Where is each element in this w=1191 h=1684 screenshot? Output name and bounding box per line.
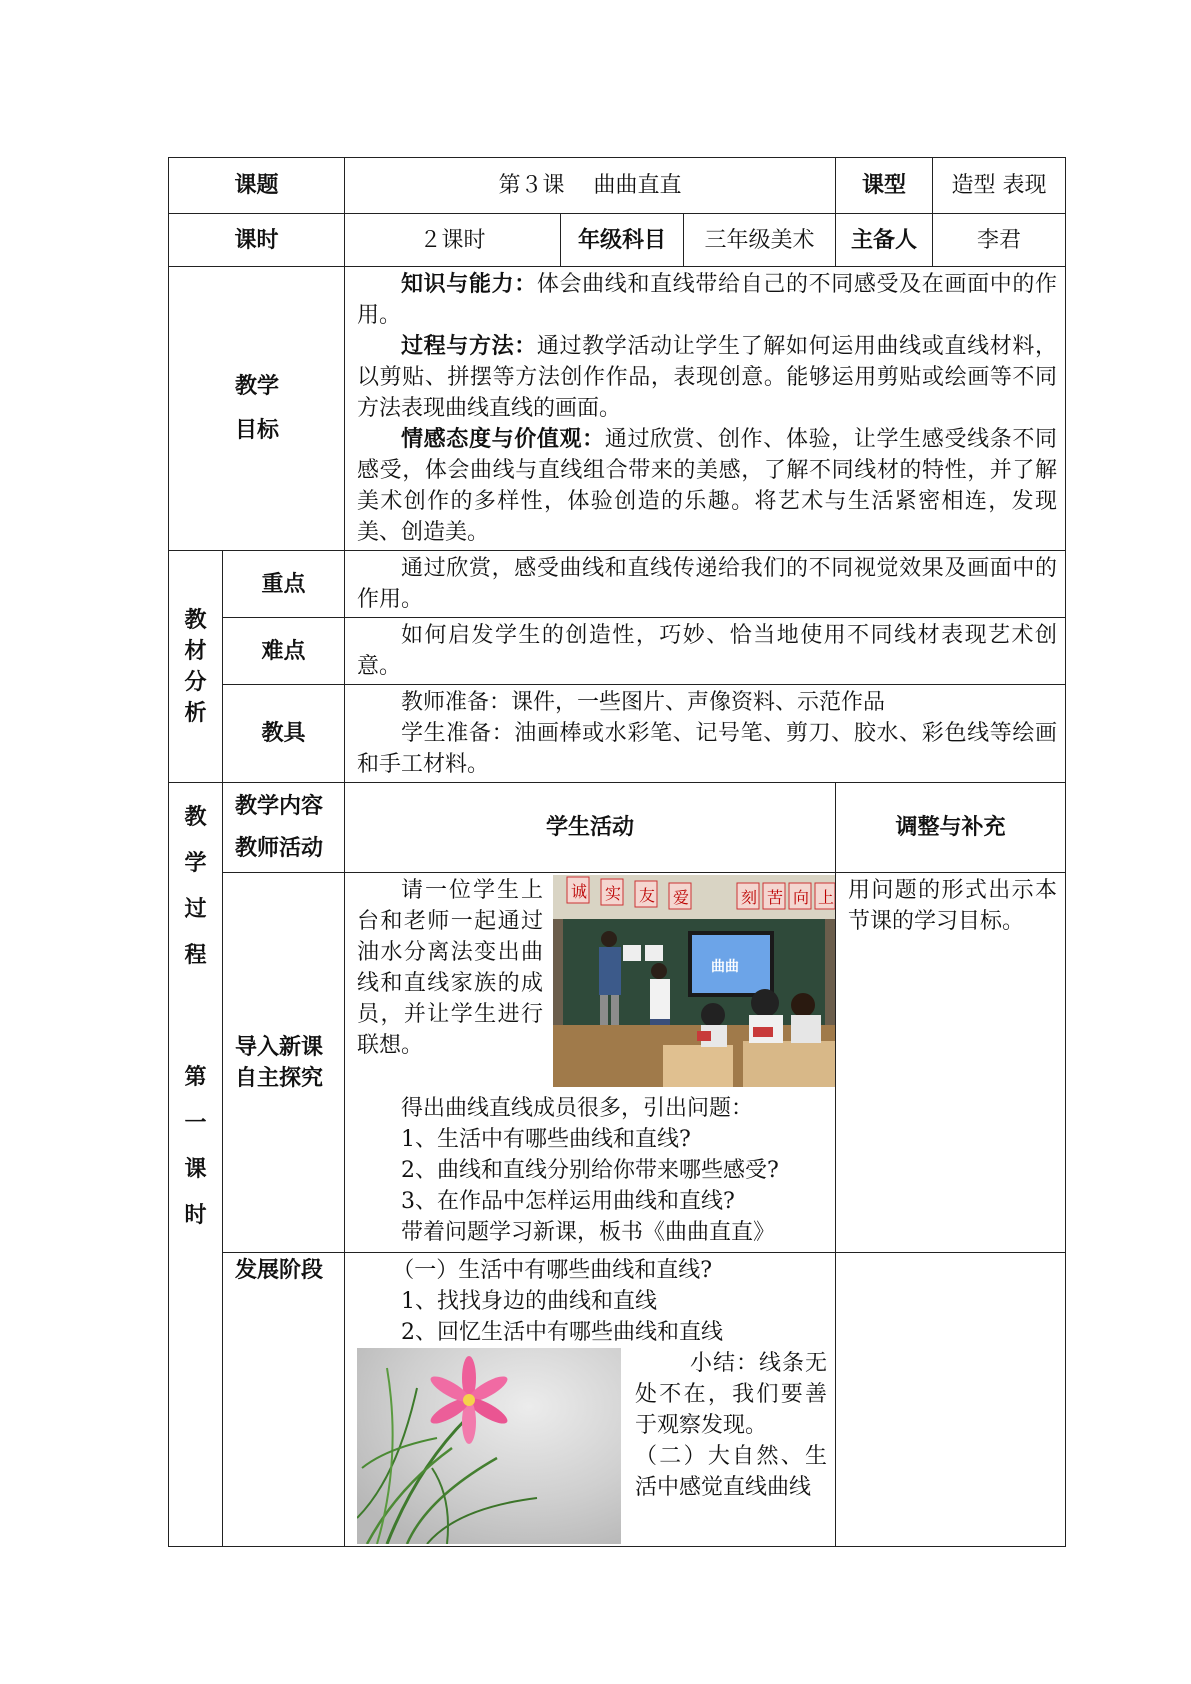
intro-label [223, 873, 345, 1253]
analysis-char-1: 教 [184, 607, 207, 633]
analysis-char-2: 材 [184, 638, 207, 664]
row-process-header [169, 783, 1066, 873]
sign-5: 刻 [741, 888, 758, 907]
col-content-header [223, 783, 345, 873]
intro-label-line1: 导入新课 [235, 1034, 324, 1060]
difficulty-label: 难点 [223, 618, 345, 685]
tools-label: 教具 [223, 685, 345, 783]
intro-label-line2: 自主探究 [235, 1065, 324, 1091]
col-content-line1: 教学内容 [235, 793, 324, 819]
dev-heading-2: （二）大自然、生活中感觉直线曲线 [635, 1444, 828, 1500]
type-label: 课型 [836, 158, 933, 214]
topic-value: 第３课 曲曲直直 [345, 158, 836, 214]
key-text: 通过欣赏，感受曲线和直线传递给我们的不同视觉效果及画面中的作用。 [345, 551, 1066, 618]
lesson-plan-table [168, 157, 1066, 1547]
topic-label: 课题 [169, 158, 345, 214]
analysis-char-3: 分 [184, 669, 207, 695]
dev-label: 发展阶段 [223, 1253, 345, 1547]
process-spacer [169, 979, 222, 1055]
dev-adjust [836, 1253, 1066, 1547]
objective-process [357, 331, 1057, 424]
process-text: 通过教学活动让学生了解如何运用曲线或直线材料，以剪贴、拼摆等方法创作作品，表现创意。能够运用剪贴或绘画等不同方法表现曲线直线的画面。 [357, 334, 1058, 421]
intro-adjust: 用问题的形式出示本节课的学习目标。 [836, 873, 1066, 1253]
row-key-point [169, 551, 1066, 618]
tools-student: 学生准备：油画棒或水彩笔、记号笔、剪刀、胶水、彩色线等绘画和手工材料。 [357, 721, 1058, 777]
tools-content [345, 685, 1066, 783]
dev-heading-1: （一）生活中有哪些曲线和直线? [392, 1258, 712, 1283]
period-char-3: 课 [184, 1157, 207, 1182]
grade-value: 三年级美术 [684, 214, 836, 267]
sign-6: 苦 [767, 888, 784, 907]
preparer-label: 主备人 [836, 214, 933, 267]
col-adjust-header: 调整与补充 [836, 783, 1066, 873]
classroom-photo [553, 875, 835, 1087]
col-content-line2: 教师活动 [235, 835, 324, 861]
dev-content [345, 1253, 836, 1547]
dev-summary: 小结：线条无处不在，我们要善于观察发现。 [635, 1351, 828, 1438]
difficulty-text: 如何启发学生的创造性，巧妙、恰当地使用不同线材表现艺术创意。 [345, 618, 1066, 685]
sign-8: 上 [818, 888, 835, 907]
sign-1: 诚 [571, 882, 588, 901]
row-objectives [169, 267, 1066, 551]
emotion-label: 情感态度与价值观： [401, 427, 605, 452]
row-development [169, 1253, 1066, 1547]
col-student-header: 学生活动 [345, 783, 836, 873]
objective-knowledge [357, 269, 1057, 331]
analysis-group-label [169, 551, 223, 783]
intro-end: 带着问题学习新课，板书《曲曲直直》 [401, 1220, 776, 1245]
process-group-label [169, 783, 223, 1547]
classroom-photo-illustration [553, 875, 835, 1087]
sign-4: 爱 [673, 888, 690, 907]
row-tools [169, 685, 1066, 783]
type-value: 造型 表现 [933, 158, 1066, 214]
process-label: 过程与方法： [401, 334, 537, 359]
intro-question-1: 1、生活中有哪些曲线和直线? [401, 1127, 691, 1152]
sign-7: 向 [793, 888, 810, 907]
period-char-4: 时 [184, 1203, 207, 1228]
objective-emotion [357, 424, 1057, 548]
period-char-1: 第 [184, 1065, 207, 1090]
analysis-char-4: 析 [184, 700, 207, 726]
preparer-value: 李君 [933, 214, 1066, 267]
sign-3: 友 [639, 886, 656, 905]
intro-text: 请一位学生上台和老师一起通过油水分离法变出曲线和直线家族的成员，并让学生进行联想。 [357, 878, 544, 1058]
period-char-2: 一 [184, 1111, 207, 1136]
intro-after: 得出曲线直线成员很多，引出问题： [401, 1096, 754, 1121]
process-char-1: 教 [184, 805, 207, 830]
key-label: 重点 [223, 551, 345, 618]
objectives-label [169, 267, 345, 551]
process-char-4: 程 [184, 943, 207, 968]
process-char-3: 过 [184, 897, 207, 922]
knowledge-text: 体会曲线和直线带给自己的不同感受及在画面中的作用。 [357, 272, 1058, 328]
row-hours [169, 214, 1066, 267]
hours-value: ２课时 [345, 214, 561, 267]
intro-content [345, 873, 836, 1253]
objectives-content [345, 267, 1066, 551]
flower-photo [357, 1348, 621, 1544]
dev-item-1: 1、找找身边的曲线和直线 [401, 1289, 658, 1314]
emotion-text: 通过欣赏、创作、体验，让学生感受线条不同感受，体会曲线与直线组合带来的美感，了解不同线材的特性，并了解美术创作的多样性，体验创造的乐趣。将艺术与生活紧密相连，发现美、创造美。 [357, 427, 1058, 545]
row-introduction [169, 873, 1066, 1253]
row-topic [169, 158, 1066, 214]
process-char-2: 学 [184, 851, 207, 876]
objectives-label-line2: 目标 [235, 417, 280, 443]
dev-item-2: 2、回忆生活中有哪些曲线和直线 [401, 1320, 724, 1345]
hours-label: 课时 [169, 214, 345, 267]
lesson-plan-document [168, 157, 1065, 1547]
intro-question-2: 2、曲线和直线分别给你带来哪些感受? [401, 1158, 779, 1183]
tools-teacher: 教师准备：课件，一些图片、声像资料、示范作品 [401, 690, 886, 715]
flower-photo-illustration [357, 1348, 621, 1544]
objectives-label-line1: 教学 [235, 373, 280, 399]
sign-2: 实 [605, 884, 622, 903]
intro-question-3: 3、在作品中怎样运用曲线和直线? [401, 1189, 735, 1214]
grade-label: 年级科目 [561, 214, 684, 267]
knowledge-label: 知识与能力： [401, 272, 537, 297]
row-difficulty [169, 618, 1066, 685]
screen-text: 曲曲 [711, 959, 740, 975]
